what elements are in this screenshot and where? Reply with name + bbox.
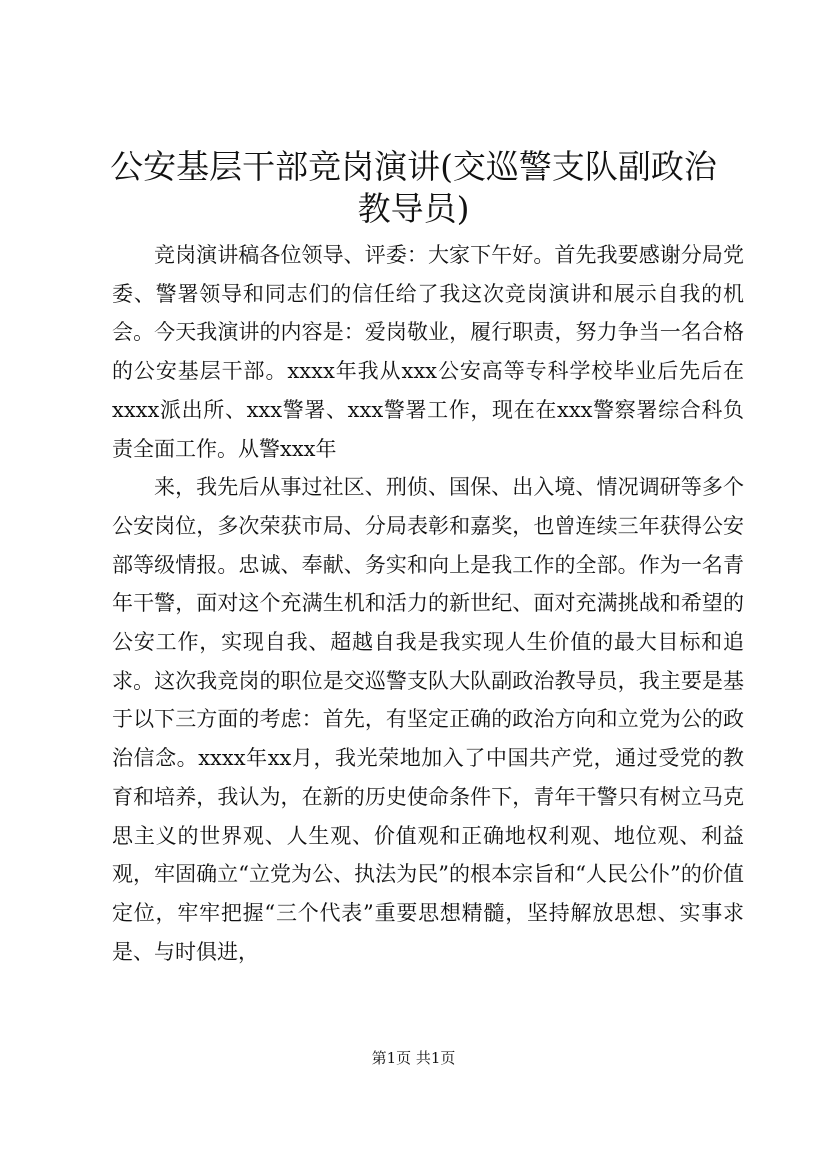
body-paragraph-1: 竞岗演讲稿各位领导、评委：大家下午好。首先我要感谢分局党委、警署领导和同志们的信任给了我这次竞岗演讲和展示自我的机会。今天我演讲的内容是：爱岗敬业，履行职责，努力争当一名合格的公安基层干部。xxxx年我从xxx公安高等专科学校毕业后先后在xxxx派出所、xxx警署、xxx警署工作，现在在xxx警察署综合科负责全面工作。从警xxx年 [112,243,744,461]
document-body [112,236,744,971]
body-paragraph-2: 来，我先后从事过社区、刑侦、国保、出入境、情况调研等多个公安岗位，多次荣获市局、分局表彰和嘉奖，也曾连续三年获得公安部等级情报。忠诚、奉献、务实和向上是我工作的全部。作为一名青年干警，面对这个充满生机和活力的新世纪、面对充满挑战和希望的公安工作，实现自我、超越自我是我实现人生价值的最大目标和追求。这次我竞岗的职位是交巡警支队大队副政治教导员，我主要是基于以下三方面的考虑：首先，有坚定正确的政治方向和立党为公的政治信念。xxxx年xx月，我光荣地加入了中国共产党，通过受党的教育和培养，我认为，在新的历史使命条件下，青年干警只有树立马克思主义的世界观、人生观、价值观和正确地权利观、地位观、利益观，牢固确立“立党为公、执法为民”的根本宗旨和“人民公仆”的价值定位，牢牢把握“三个代表”重要思想精髓，坚持解放思想、实事求是、与时俱进， [112,475,744,964]
document-title: 公安基层干部竞岗演讲(交巡警支队副政治教导员) [110,147,717,228]
page-footer: 第1页 共1页 [371,1049,456,1067]
